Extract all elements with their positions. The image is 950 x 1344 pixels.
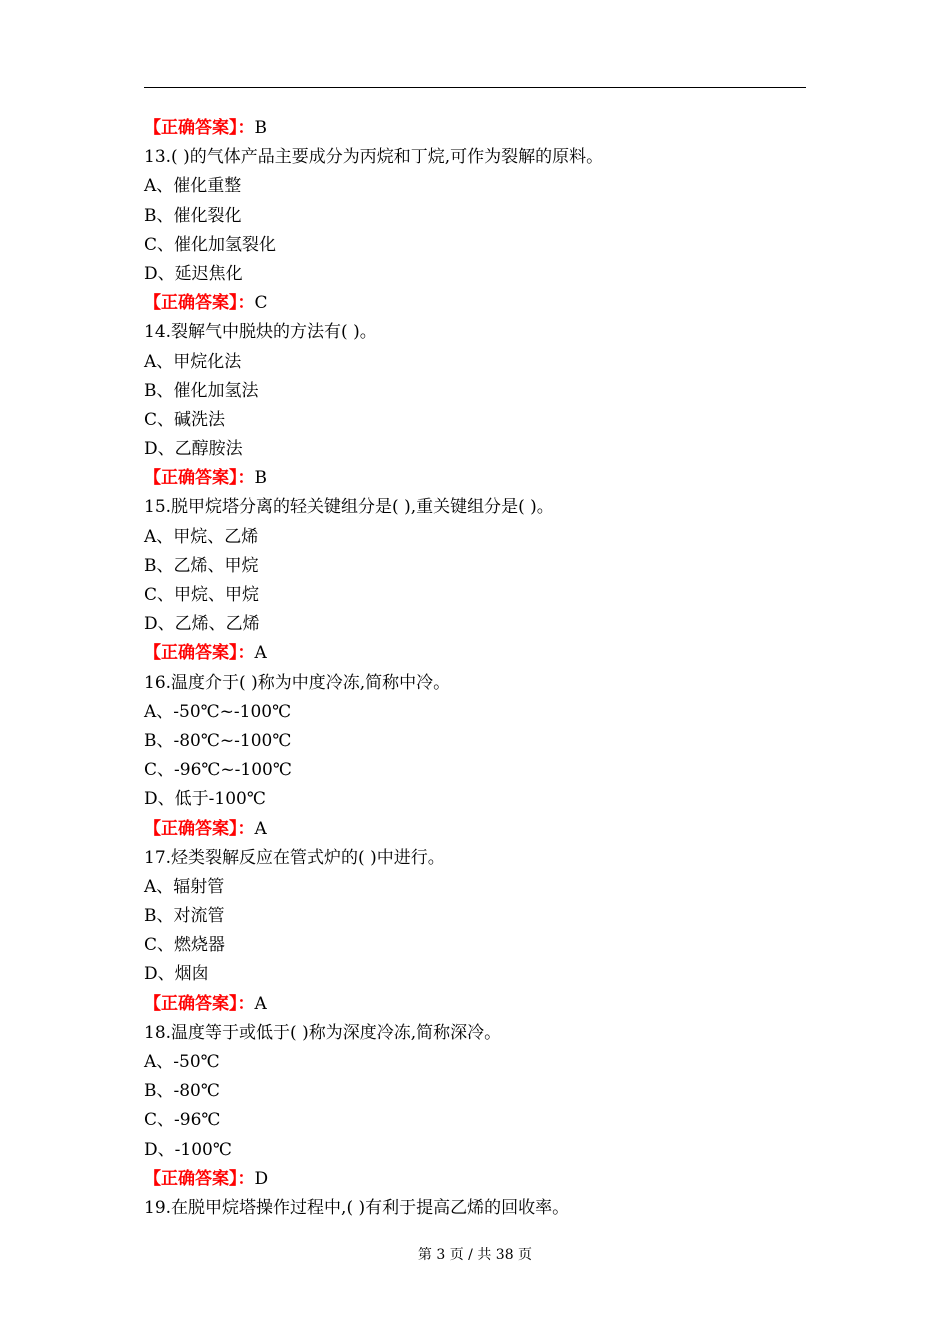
option-line: B、-80℃ xyxy=(144,1081,220,1102)
answer-label: 【正确答案】： xyxy=(144,993,255,1014)
option-line: B、乙烯、甲烷 xyxy=(144,555,259,576)
answer-value: A xyxy=(254,818,267,839)
question-line: 16.温度介于( )称为中度冷冻,简称中冷。 xyxy=(144,672,451,693)
answer-label: 【正确答案】： xyxy=(144,818,255,839)
option-line: D、低于-100℃ xyxy=(144,789,266,810)
option-line: C、-96℃~-100℃ xyxy=(144,760,292,781)
answer-line xyxy=(144,815,806,844)
option-line: D、延迟焦化 xyxy=(144,263,243,284)
question-line: 14.裂解气中脱炔的方法有( )。 xyxy=(144,322,377,343)
answer-value: B xyxy=(254,118,267,138)
answer-label: 【正确答案】： xyxy=(144,643,255,664)
option-line: D、乙醇胺法 xyxy=(144,439,243,460)
page-footer: 第 3 页 / 共 38 页 xyxy=(417,1247,533,1263)
answer-value: A xyxy=(254,643,267,664)
question-line: 19.在脱甲烷塔操作过程中,( )有利于提高乙烯的回收率。 xyxy=(144,1197,570,1218)
option-line: A、甲烷化法 xyxy=(144,351,242,372)
option-line: C、甲烷、甲烷 xyxy=(144,585,260,605)
answer-line xyxy=(144,1165,806,1194)
answer-line xyxy=(144,639,806,668)
option-line: D、烟囱 xyxy=(144,964,209,985)
answer-line xyxy=(144,464,806,493)
answer-line xyxy=(144,990,806,1019)
option-line: A、-50℃ xyxy=(144,1052,220,1072)
option-line: B、对流管 xyxy=(144,906,225,927)
answer-value: D xyxy=(254,1168,269,1189)
option-line: B、催化裂化 xyxy=(144,205,242,226)
option-line: B、催化加氢法 xyxy=(144,380,259,401)
option-line: A、催化重整 xyxy=(144,176,242,197)
option-line: A、-50℃~-100℃ xyxy=(144,701,292,722)
option-line: C、催化加氢裂化 xyxy=(144,234,277,255)
question-line: 13.( )的气体产品主要成分为丙烷和丁烷,可作为裂解的原料。 xyxy=(144,147,604,168)
question-line: 18.温度等于或低于( )称为深度冷冻,简称深冷。 xyxy=(144,1022,502,1043)
answer-value: A xyxy=(254,993,267,1014)
option-line: A、辐射管 xyxy=(144,876,225,897)
answer-value: B xyxy=(254,468,267,489)
question-line: 15.脱甲烷塔分离的轻关键组分是( ),重关键组分是( )。 xyxy=(144,497,554,518)
option-line: C、-96℃ xyxy=(144,1110,221,1131)
question-line: 17.烃类裂解反应在管式炉的( )中进行。 xyxy=(144,847,445,868)
answer-label: 【正确答案】： xyxy=(144,118,255,138)
answer-value: C xyxy=(254,293,268,314)
answer-label: 【正确答案】： xyxy=(144,468,255,489)
option-line: A、甲烷、乙烯 xyxy=(144,526,259,547)
document-body xyxy=(144,114,806,1223)
option-line: B、-80℃~-100℃ xyxy=(144,730,292,751)
option-line: C、碱洗法 xyxy=(144,409,226,430)
option-line: C、燃烧器 xyxy=(144,935,226,956)
answer-label: 【正确答案】： xyxy=(144,293,255,314)
header-rule xyxy=(144,87,806,88)
answer-line xyxy=(144,289,806,318)
option-line: D、-100℃ xyxy=(144,1139,232,1160)
answer-line xyxy=(144,114,806,143)
option-line: D、乙烯、乙烯 xyxy=(144,614,260,635)
answer-label: 【正确答案】： xyxy=(144,1168,255,1189)
